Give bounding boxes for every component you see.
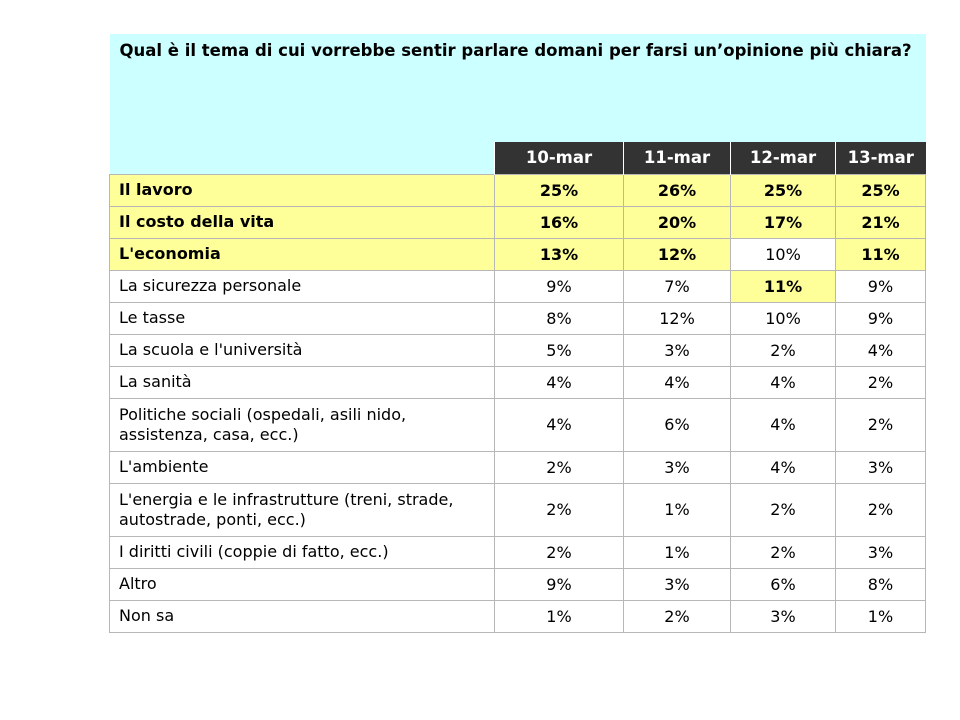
cell-value: 2%	[836, 398, 926, 451]
table-row	[110, 366, 926, 398]
table-row	[110, 302, 926, 334]
cell-value: 13%	[495, 238, 624, 270]
cell-value: 9%	[495, 568, 624, 600]
cell-value: 5%	[495, 334, 624, 366]
cell-value: 2%	[836, 366, 926, 398]
cell-value: 3%	[731, 600, 836, 632]
table-row	[110, 206, 926, 238]
cell-value: 2%	[731, 536, 836, 568]
row-label: Il lavoro	[110, 174, 495, 206]
cell-value: 4%	[731, 366, 836, 398]
cell-value: 9%	[836, 302, 926, 334]
cell-value: 2%	[731, 483, 836, 536]
row-label: Altro	[110, 568, 495, 600]
table-row	[110, 600, 926, 632]
table-row	[110, 334, 926, 366]
cell-value: 9%	[836, 270, 926, 302]
header-row	[110, 142, 926, 174]
cell-value: 4%	[731, 398, 836, 451]
cell-value: 25%	[731, 174, 836, 206]
table-row	[110, 174, 926, 206]
row-label: Le tasse	[110, 302, 495, 334]
cell-value: 6%	[624, 398, 731, 451]
cell-value: 2%	[731, 334, 836, 366]
cell-value: 1%	[495, 600, 624, 632]
cell-value: 3%	[836, 536, 926, 568]
table-row	[110, 270, 926, 302]
cell-value: 1%	[624, 536, 731, 568]
cell-value: 8%	[495, 302, 624, 334]
cell-value: 10%	[731, 238, 836, 270]
column-header-10-mar: 10-mar	[495, 142, 624, 174]
cell-value: 3%	[624, 568, 731, 600]
cell-value: 4%	[624, 366, 731, 398]
cell-value: 8%	[836, 568, 926, 600]
cell-value: 3%	[624, 334, 731, 366]
row-label: Non sa	[110, 600, 495, 632]
row-label: L'energia e le infrastrutture (treni, strade, autostrade, ponti, ecc.)	[110, 483, 495, 536]
cell-value: 25%	[836, 174, 926, 206]
cell-value: 6%	[731, 568, 836, 600]
cell-value: 4%	[731, 451, 836, 483]
poll-table	[109, 34, 926, 633]
row-label: L'ambiente	[110, 451, 495, 483]
cell-value: 1%	[836, 600, 926, 632]
cell-value: 20%	[624, 206, 731, 238]
cell-value: 12%	[624, 302, 731, 334]
cell-value: 16%	[495, 206, 624, 238]
table-row	[110, 568, 926, 600]
table-row	[110, 238, 926, 270]
row-label: La sanità	[110, 366, 495, 398]
title-row	[110, 34, 926, 142]
column-header-13-mar: 13-mar	[836, 142, 926, 174]
cell-value: 2%	[836, 483, 926, 536]
cell-value: 2%	[624, 600, 731, 632]
row-label: Il costo della vita	[110, 206, 495, 238]
table-row	[110, 451, 926, 483]
cell-value: 11%	[836, 238, 926, 270]
row-label: L'economia	[110, 238, 495, 270]
column-header-12-mar: 12-mar	[731, 142, 836, 174]
table-row	[110, 536, 926, 568]
table-row	[110, 483, 926, 536]
row-label: Politiche sociali (ospedali, asili nido, assistenza, casa, ecc.)	[110, 398, 495, 451]
cell-value: 3%	[624, 451, 731, 483]
cell-value: 1%	[624, 483, 731, 536]
cell-value: 26%	[624, 174, 731, 206]
cell-value: 4%	[495, 398, 624, 451]
cell-value: 11%	[731, 270, 836, 302]
row-label: I diritti civili (coppie di fatto, ecc.)	[110, 536, 495, 568]
cell-value: 25%	[495, 174, 624, 206]
cell-value: 10%	[731, 302, 836, 334]
cell-value: 4%	[495, 366, 624, 398]
table-title: Qual è il tema di cui vorrebbe sentir parlare domani per farsi un’opinione più chiara?	[110, 34, 926, 142]
cell-value: 7%	[624, 270, 731, 302]
cell-value: 9%	[495, 270, 624, 302]
cell-value: 4%	[836, 334, 926, 366]
header-corner	[110, 142, 495, 174]
column-header-11-mar: 11-mar	[624, 142, 731, 174]
cell-value: 3%	[836, 451, 926, 483]
cell-value: 12%	[624, 238, 731, 270]
cell-value: 21%	[836, 206, 926, 238]
cell-value: 2%	[495, 451, 624, 483]
table-row	[110, 398, 926, 451]
cell-value: 2%	[495, 483, 624, 536]
row-label: La sicurezza personale	[110, 270, 495, 302]
cell-value: 17%	[731, 206, 836, 238]
cell-value: 2%	[495, 536, 624, 568]
row-label: La scuola e l'università	[110, 334, 495, 366]
